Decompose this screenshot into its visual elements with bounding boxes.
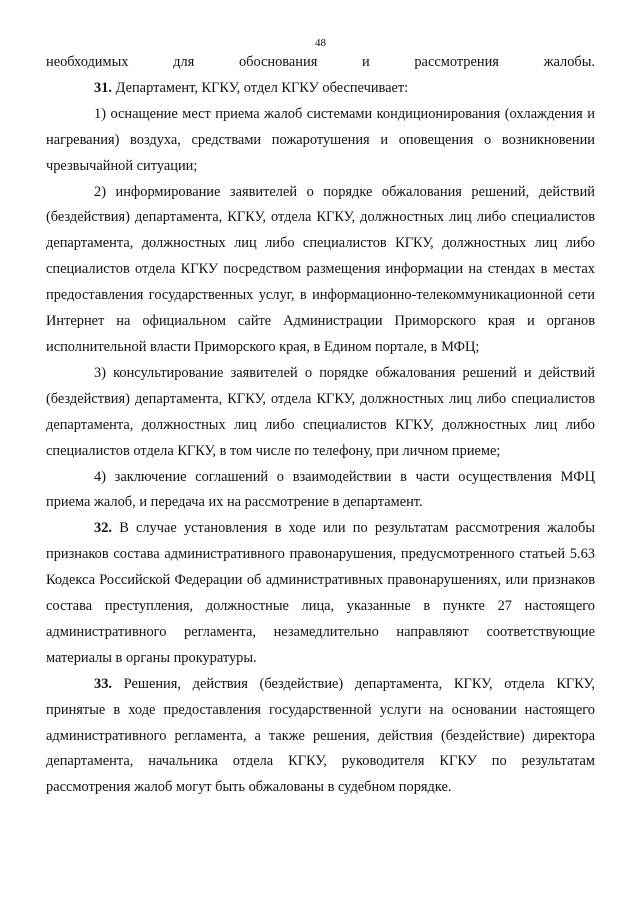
paragraph-text: В случае установления в ходе или по результатам рассмотрения жалобы признаков состава административного правонарушения, предусмотренного статьей 5.63 Кодекса Российской Федерации об административных правонарушениях, или признаков состава преступления, должностные лица, указанные в пункте 27 настоящего административного регламента, незамедлительно направляют соответствующие материалы в органы прокуратуры. (46, 520, 595, 666)
paragraph-text: 1) оснащение мест приема жалоб системами кондиционирования (охлаждения и нагревания) воздуха, средствами пожаротушения и оповещения о возникновении чрезвычайной ситуации; (46, 105, 595, 174)
paragraph-31-item-3 (46, 361, 595, 465)
paragraph-text: 3) консультирование заявителей о порядке обжалования решений и действий (бездействия) департамента, КГКУ, отдела КГКУ, должностных лиц либо специалистов департамента, должностных лиц либо специалистов КГКУ, должностных лиц либо специалистов отдела КГКУ, в том числе по телефону, при личном приеме; (46, 364, 595, 459)
page-number: 48 (315, 37, 326, 49)
paragraph-text: необходимых для обоснования и рассмотрения жалобы. (46, 54, 595, 70)
paragraph-31-item-4 (46, 465, 595, 517)
paragraph-number: 31. (94, 79, 112, 96)
paragraph-text: Департамент, КГКУ, отдел КГКУ обеспечивает: (112, 79, 409, 96)
paragraph-text: 4) заключение соглашений о взаимодействии в части осуществления МФЦ приема жалоб, и передача их на рассмотрение в департамент. (46, 468, 595, 511)
paragraph-number: 32. (94, 520, 112, 537)
paragraph-31 (46, 76, 595, 102)
paragraph-continuation (46, 50, 595, 76)
paragraph-32 (46, 516, 595, 671)
paragraph-31-item-1 (46, 102, 595, 180)
paragraph-number: 33. (94, 675, 112, 692)
paragraph-text: 2) информирование заявителей о порядке обжалования решений, действий (бездействия) департамента, КГКУ, отдела КГКУ, должностных лиц либо специалистов департамента, должностных лиц либо специалистов КГКУ, должностных лиц либо специалистов отдела КГКУ посредством размещения информации на стендах в местах предоставления государственных услуг, в информационно-телекоммуникационной сети Интернет на официальном сайте Администрации Приморского края и органов исполнительной власти Приморского края, в Едином портале, в МФЦ; (46, 183, 595, 355)
paragraph-text: Решения, действия (бездействие) департамента, КГКУ, отдела КГКУ, принятые в ходе предоставления государственной услуги на основании настоящего административного регламента, а также решения, действия (бездействие) директора департамента, начальника отдела КГКУ, руководителя КГКУ по результатам рассмотрения жалоб могут быть обжалованы в судебном порядке. (46, 675, 595, 796)
paragraph-33 (46, 672, 595, 802)
paragraph-31-item-2 (46, 180, 595, 361)
